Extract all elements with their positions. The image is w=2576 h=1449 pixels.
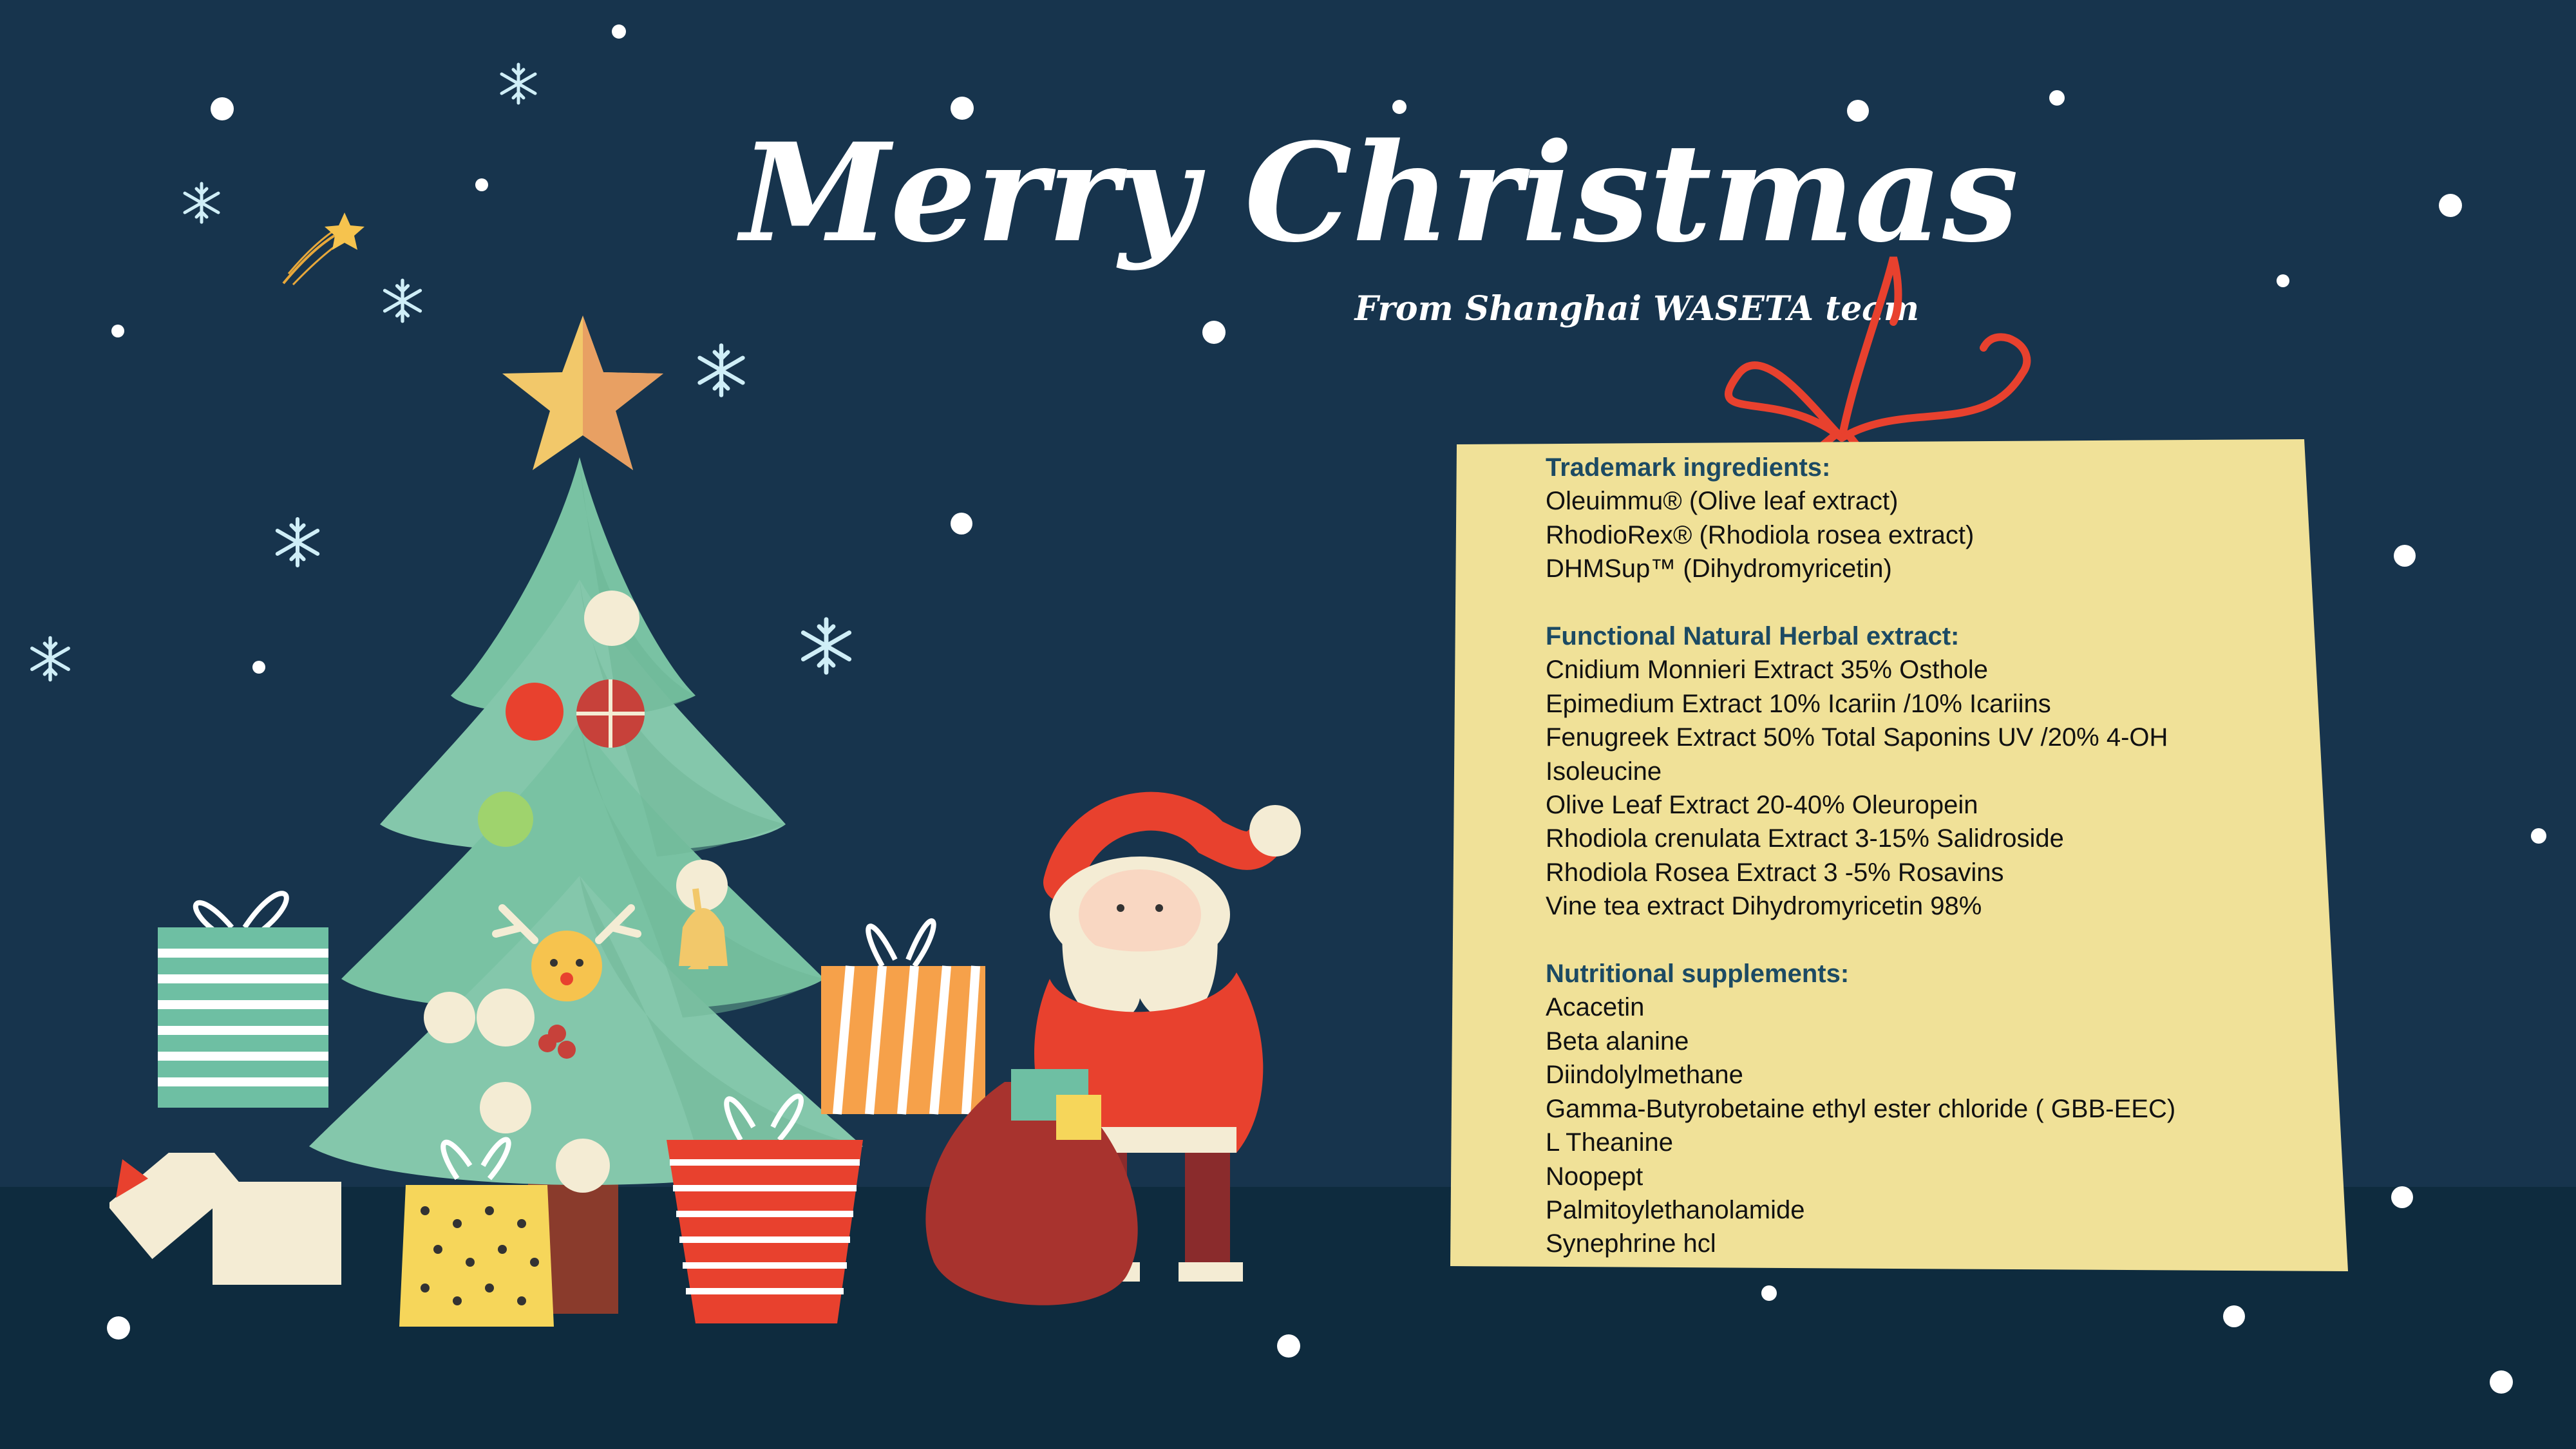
- list-item: Isoleucine: [1546, 757, 1662, 786]
- list-item: Rhodiola crenulata Extract 3-15% Salidroside: [1546, 824, 2064, 853]
- list-item: Diindolylmethane: [1546, 1061, 1743, 1090]
- list-item: Oleuimmu® (Olive leaf extract): [1546, 487, 1899, 516]
- snow-dot: [1202, 321, 1226, 344]
- list-item: Acacetin: [1546, 993, 1645, 1022]
- list-item: Palmitoylethanolamide: [1546, 1195, 1805, 1224]
- snow-dot: [475, 178, 488, 191]
- snow-dot: [252, 661, 265, 674]
- snow-dot: [612, 24, 626, 39]
- ribbon-bow-icon: [1687, 245, 2048, 451]
- note-section-nutritional: [1546, 957, 2338, 1261]
- snowflake-icon: [26, 634, 75, 683]
- greeting-subtitle: From Shanghai WASETA team: [1354, 289, 1919, 328]
- snowflake-icon: [179, 180, 224, 225]
- snow-dot: [2531, 828, 2546, 844]
- list-item: Vine tea extract Dihydromyricetin 98%: [1546, 892, 1982, 921]
- list-item: Noopept: [1546, 1162, 1643, 1191]
- snow-dot: [2394, 545, 2416, 567]
- list-item: Cnidium Monnieri Extract 35% Osthole: [1546, 656, 1988, 685]
- list-item: L Theanine: [1546, 1128, 1673, 1157]
- snow-dot: [2223, 1305, 2245, 1327]
- list-item: Rhodiola Rosea Extract 3 -5% Rosavins: [1546, 858, 2004, 887]
- list-item: Olive Leaf Extract 20-40% Oleuropein: [1546, 791, 1978, 820]
- snow-dot: [2391, 1186, 2413, 1208]
- gift-box-icon: [109, 1153, 354, 1301]
- ingredients-note: [1449, 437, 2351, 1274]
- snow-dot: [2049, 90, 2065, 106]
- gift-box-icon: [155, 857, 335, 1114]
- snow-dot: [211, 97, 234, 120]
- list-item: Epimedium Extract 10% Icariin /10% Icariins: [1546, 689, 2051, 718]
- snow-dot: [2490, 1370, 2513, 1394]
- gift-box-icon: [393, 1121, 560, 1333]
- snow-dot: [1761, 1285, 1777, 1301]
- section-gap: [1546, 586, 2338, 620]
- note-section-trademark: [1546, 451, 2338, 586]
- snow-dot: [951, 513, 972, 535]
- gift-sack-icon: [908, 1043, 1166, 1320]
- list-item: RhodioRex® (Rhodiola rosea extract): [1546, 520, 1975, 549]
- list-item: Synephrine hcl: [1546, 1229, 1716, 1258]
- list-item: Fenugreek Extract 50% Total Saponins UV /20% 4-OH: [1546, 723, 2168, 752]
- snowflake-icon: [496, 61, 541, 106]
- snow-dot: [2277, 274, 2289, 287]
- section-gap: [1546, 923, 2338, 957]
- note-text: [1546, 451, 2338, 1261]
- section-heading: Nutritional supplements:: [1546, 960, 1850, 989]
- section-heading: Trademark ingredients:: [1546, 453, 1831, 482]
- snow-dot: [1277, 1334, 1300, 1358]
- gift-box-icon: [663, 1056, 869, 1327]
- shooting-star-icon: [277, 206, 374, 290]
- list-item: Beta alanine: [1546, 1027, 1689, 1056]
- list-item: Gamma-Butyrobetaine ethyl ester chloride ( GBB-EEC): [1546, 1094, 2176, 1123]
- section-heading: Functional Natural Herbal extract:: [1546, 622, 1960, 651]
- list-item: DHMSup™ (Dihydromyricetin): [1546, 554, 1892, 583]
- snow-dot: [107, 1316, 130, 1340]
- greeting-title: Merry Christmas: [741, 113, 2019, 272]
- snow-dot: [111, 325, 124, 337]
- snow-dot: [2439, 194, 2462, 217]
- note-section-herbal: [1546, 620, 2338, 923]
